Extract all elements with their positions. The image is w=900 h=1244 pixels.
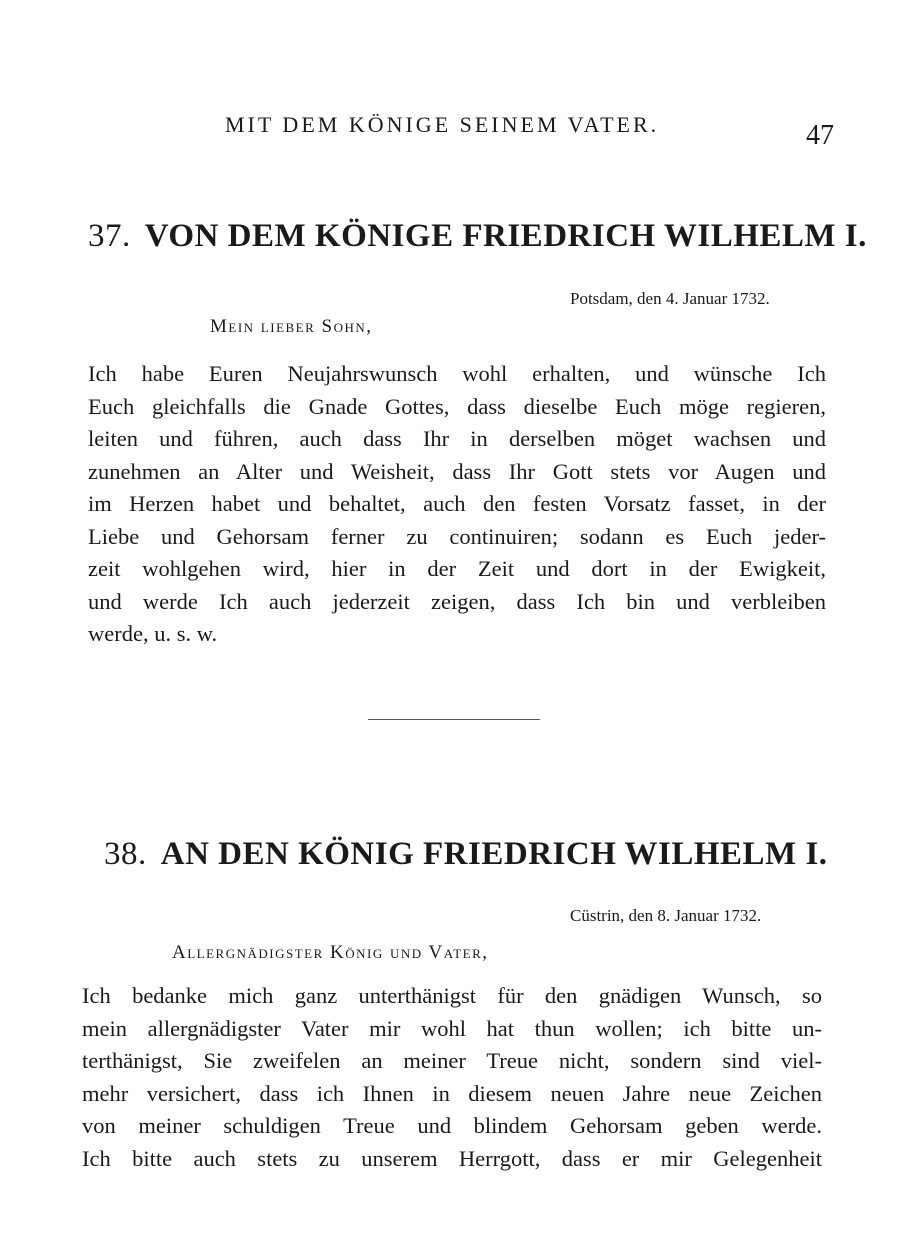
letter-38-line: Ich bedanke mich ganz unterthänigst für den gnädigen Wunsch, so bbox=[82, 983, 822, 1008]
letter-38-line: mehr versichert, dass ich Ihnen in diesem neuen Jahre neue Zeichen bbox=[82, 1080, 822, 1106]
letter-37-title: VON DEM KÖNIGE FRIEDRICH WILHELM I. bbox=[144, 218, 867, 254]
letter-37-line: Euch gleichfalls die Gnade Gottes, dass dieselbe Euch möge regieren, bbox=[88, 393, 826, 419]
letter-37-line: Liebe und Gehorsam ferner zu continuiren; sodann es Euch jeder- bbox=[88, 523, 826, 549]
letter-38-line: mein allergnädigster Vater mir wohl hat thun wollen; ich bitte un- bbox=[82, 1015, 822, 1041]
letter-37-salutation: Mein lieber Sohn, bbox=[210, 316, 373, 337]
running-head-title: MIT DEM KÖNIGE SEINEM VATER. bbox=[225, 112, 660, 137]
letter-38-salutation: Allergnädigster König und Vater, bbox=[172, 942, 489, 963]
letter-37-dateline: Potsdam, den 4. Januar 1732. bbox=[570, 289, 770, 308]
letter-38-heading bbox=[104, 836, 828, 873]
letter-37-line: zeit wohlgehen wird, hier in der Zeit und dort in der Ewigkeit, bbox=[88, 556, 826, 581]
letter-38-line: terthänigst, Sie zweifelen an meiner Treue nicht, sondern sind viel- bbox=[82, 1048, 822, 1073]
letter-37-line: zunehmen an Alter und Weisheit, dass Ihr Gott stets vor Augen und bbox=[88, 458, 826, 484]
letter-38-dateline: Cüstrin, den 8. Januar 1732. bbox=[570, 906, 762, 925]
letter-38-line: von meiner schuldigen Treue und blindem Gehorsam geben werde. bbox=[82, 1113, 822, 1138]
letter-38-line: Ich bitte auch stets zu unserem Herrgott, dass er mir Gelegenheit bbox=[82, 1145, 822, 1171]
letter-37-number: 37. bbox=[88, 218, 131, 254]
letter-38-body bbox=[82, 980, 822, 1175]
letter-37-line: Ich habe Euren Neujahrswunsch wohl erhalten, und wünsche Ich bbox=[88, 361, 826, 386]
letter-38-title: AN DEN KÖNIG FRIEDRICH WILHELM I. bbox=[160, 836, 828, 872]
letter-38-number: 38. bbox=[104, 836, 147, 872]
letter-37-heading bbox=[88, 218, 867, 255]
page-number: 47 bbox=[806, 120, 834, 151]
section-divider bbox=[368, 719, 540, 720]
letter-37-line: und werde Ich auch jederzeit zeigen, dass Ich bin und verbleiben bbox=[88, 588, 826, 614]
letter-37-line: werde, u. s. w. bbox=[88, 621, 218, 646]
letter-37-body bbox=[88, 358, 826, 651]
letter-37-line: im Herzen habet und behaltet, auch den festen Vorsatz fasset, in der bbox=[88, 491, 826, 516]
letter-37-line: leiten und führen, auch dass Ihr in derselben möget wachsen und bbox=[88, 426, 826, 451]
